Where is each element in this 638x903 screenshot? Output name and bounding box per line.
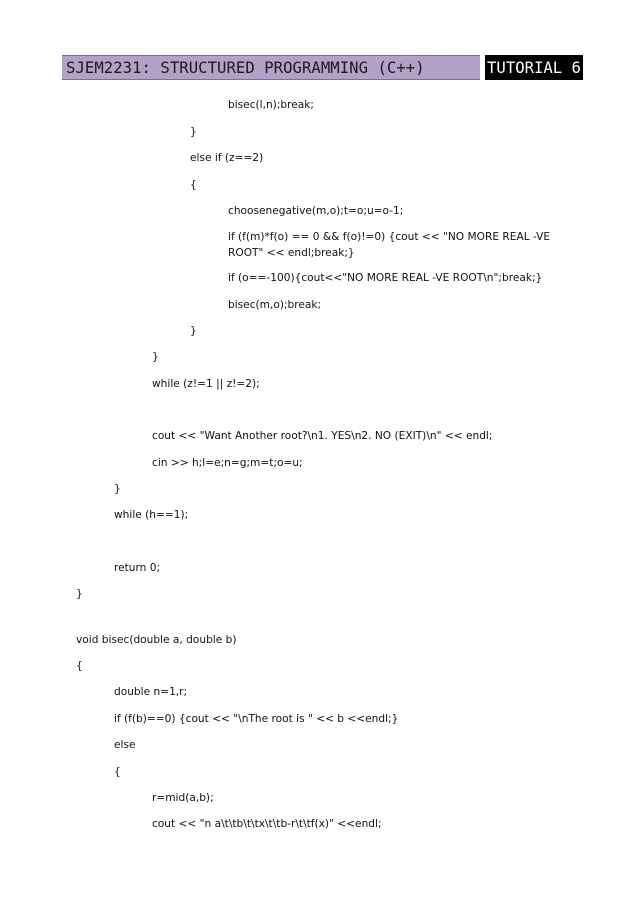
code-line: { <box>76 660 83 672</box>
code-line: } <box>76 588 83 600</box>
code-line: return 0; <box>114 562 161 574</box>
code-line: cout << "n a\t\tb\t\tx\t\tb-r\t\tf(x)" <<endl; <box>152 818 382 830</box>
code-line: cout << "Want Another root?\n1. YES\n2. NO (EXIT)\n" << endl; <box>152 430 493 442</box>
code-line: choosenegative(m,o);t=o;u=o-1; <box>228 205 404 217</box>
code-line: if (f(m)*f(o) == 0 && f(o)!=0) {cout << "NO MORE REAL -VE ROOT" << endl;break;} <box>228 231 551 259</box>
code-line: while (z!=1 || z!=2); <box>152 378 260 390</box>
course-title: SJEM2231: STRUCTURED PROGRAMMING (C++) <box>62 55 480 80</box>
code-line: } <box>114 483 121 495</box>
code-line: if (f(b)==0) {cout << "\nThe root is " << b <<endl;} <box>114 713 399 725</box>
page-header <box>62 55 583 80</box>
code-line: bisec(m,o);break; <box>228 299 322 311</box>
code-line: while (h==1); <box>114 509 189 521</box>
code-line: r=mid(a,b); <box>152 792 214 804</box>
code-line: else if (z==2) <box>190 152 264 164</box>
code-line: else <box>114 739 136 751</box>
code-line: } <box>152 351 159 363</box>
tutorial-label: TUTORIAL 6 <box>485 55 583 80</box>
code-line: if (o==-100){cout<<"NO MORE REAL -VE ROOT\n";break;} <box>228 272 543 284</box>
code-line: bisec(l,n);break; <box>228 99 314 111</box>
code-line: { <box>190 179 197 191</box>
code-line: { <box>114 766 121 778</box>
code-line: } <box>190 325 197 337</box>
code-line: cin >> h;l=e;n=g;m=t;o=u; <box>152 457 303 469</box>
code-line: } <box>190 126 197 138</box>
code-line: double n=1,r; <box>114 686 188 698</box>
code-line: void bisec(double a, double b) <box>76 634 237 646</box>
